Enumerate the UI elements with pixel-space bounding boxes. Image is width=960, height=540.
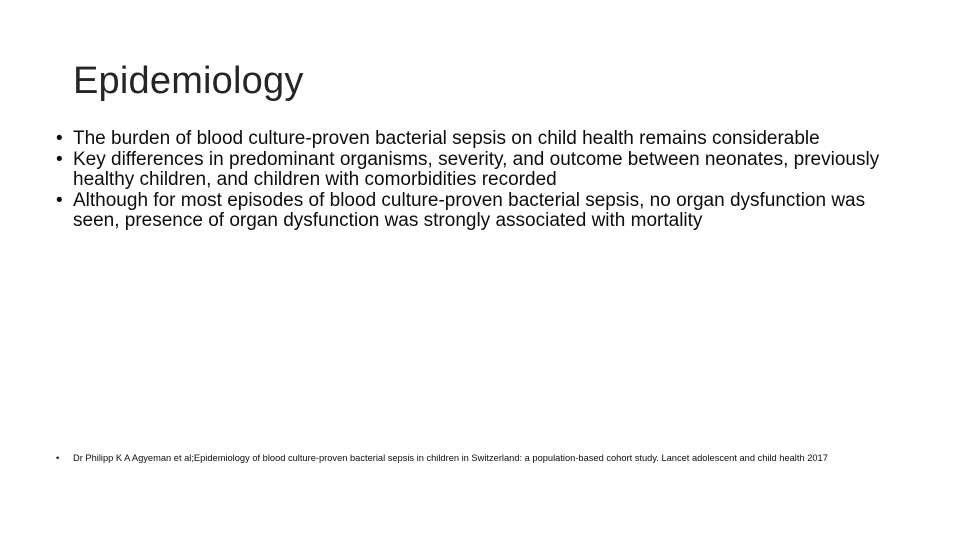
bullet-point-icon: • [56, 128, 63, 149]
slide-title: Epidemiology [73, 60, 304, 102]
bullet-list [56, 129, 896, 232]
bullet-point-icon: • [56, 453, 60, 463]
bullet-text: Although for most episodes of blood culture-proven bacterial sepsis, no organ dysfunction was seen, presence of organ dysfunction was strongly associated with mortality [73, 189, 866, 231]
bullet-item [56, 129, 896, 150]
bullet-text: Key differences in predominant organisms, severity, and outcome between neonates, previously healthy children, and children with comorbidities recorded [73, 148, 880, 190]
reference-list [56, 453, 906, 464]
bullet-point-icon: • [56, 148, 63, 170]
reference-item [56, 453, 906, 464]
reference-text: Dr Philipp K A Agyeman et al;Epidemiology of blood culture-proven bacterial sepsis in children in Switzerland: a population-based cohort study. Lancet adolescent and child health 2017 [73, 453, 828, 463]
bullet-point-icon: • [56, 189, 63, 211]
bullet-item [56, 191, 896, 232]
bullet-text: The burden of blood culture-proven bacterial sepsis on child health remains considerable [73, 128, 820, 149]
bullet-item [56, 150, 896, 191]
